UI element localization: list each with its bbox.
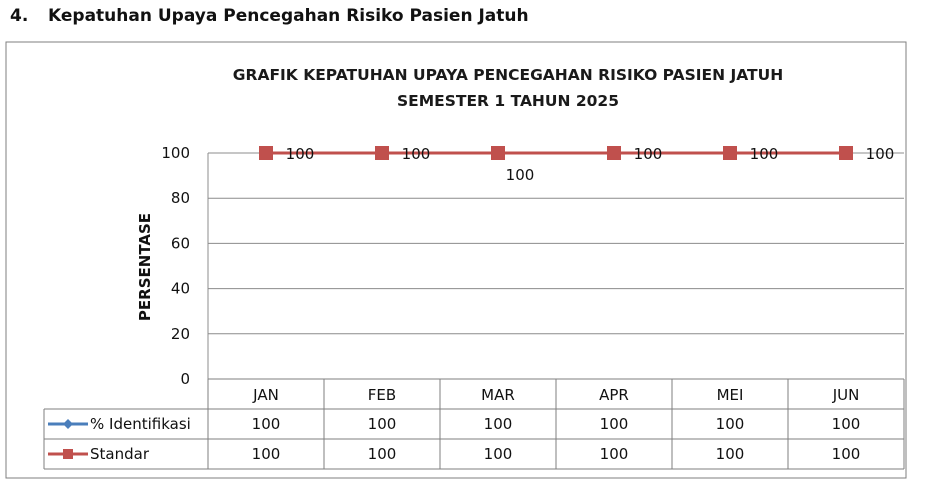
y-tick-label: 100 — [161, 144, 190, 162]
data-label: 100 — [749, 145, 779, 163]
table-cell-value: 100 — [251, 415, 281, 433]
table-cell-value: 100 — [483, 445, 513, 463]
section-title: Kepatuhan Upaya Pencegahan Risiko Pasien Jatuh — [48, 6, 529, 26]
y-tick-label: 40 — [170, 279, 190, 298]
legend-label: % Identifikasi — [90, 415, 191, 433]
x-tick-label: MAR — [481, 386, 515, 404]
table-cell-value: 100 — [367, 445, 397, 463]
data-point — [607, 146, 621, 160]
table-cell-value: 100 — [599, 445, 629, 463]
y-tick-label: 60 — [170, 234, 190, 253]
data-label: 100 — [285, 145, 315, 163]
table-cell-value: 100 — [715, 445, 745, 463]
legend-label: Standar — [90, 445, 149, 463]
data-point — [723, 146, 737, 160]
x-tick-label: MEI — [716, 386, 744, 404]
table-cell-value: 100 — [483, 415, 513, 433]
table-cell-value: 100 — [715, 415, 745, 433]
y-tick-label: 20 — [170, 324, 190, 343]
table-cell-value: 100 — [367, 415, 397, 433]
data-label: 100 — [633, 145, 663, 163]
x-tick-label: JAN — [253, 386, 279, 404]
data-label: 100 — [505, 166, 535, 184]
y-tick-label: 0 — [180, 370, 190, 388]
table-cell-value: 100 — [251, 445, 281, 463]
y-tick-label: 80 — [170, 189, 190, 208]
table-cell-value: 100 — [831, 415, 861, 433]
y-axis-label: PERSENTASE — [136, 212, 154, 322]
data-point — [375, 146, 389, 160]
data-label: 100 — [865, 145, 895, 163]
data-point — [491, 146, 505, 160]
table-cell-value: 100 — [831, 445, 861, 463]
data-point — [839, 146, 853, 160]
x-tick-label: APR — [599, 386, 629, 404]
section-number: 4. — [10, 6, 29, 26]
table-cell-value: 100 — [599, 415, 629, 433]
data-point — [259, 146, 273, 160]
x-tick-label: FEB — [367, 386, 397, 404]
data-label: 100 — [401, 145, 431, 163]
chart-subtitle: SEMESTER 1 TAHUN 2025 — [396, 92, 620, 110]
x-tick-label: JUN — [832, 386, 860, 404]
legend-key-marker — [63, 449, 73, 459]
chart-title: GRAFIK KEPATUHAN UPAYA PENCEGAHAN RISIKO PASIEN JATUH — [232, 66, 784, 84]
